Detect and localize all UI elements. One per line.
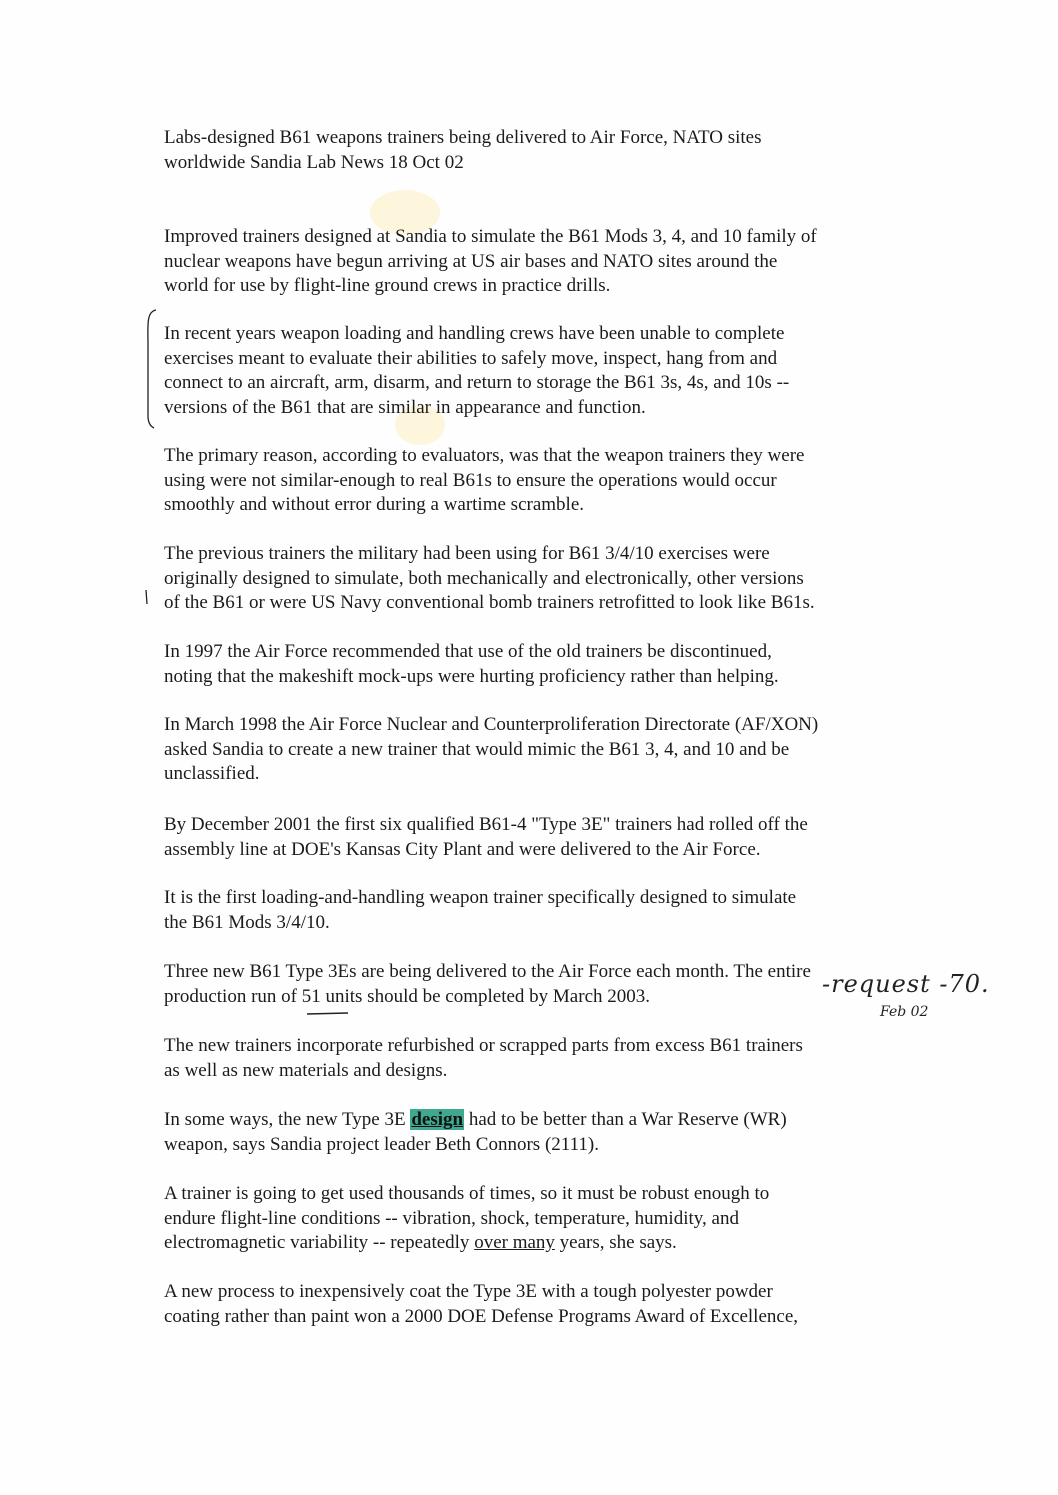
- handwritten-underline: [306, 1010, 350, 1018]
- text-line: smoothly and without error during a wartime scramble.: [164, 494, 585, 515]
- paragraph-primary-reason: [164, 444, 924, 518]
- text-line: exercises meant to evaluate their abilities to safely move, inspect, hang from and: [164, 347, 778, 369]
- text-line: A new process to inexpensively coat the Type 3E with a tough polyester powder: [164, 1281, 773, 1302]
- text-line: weapon, says Sandia project leader Beth Connors (2111).: [164, 1133, 599, 1155]
- handwritten-note-date: Feb 02: [880, 1004, 929, 1020]
- paragraph-recent-years: [164, 322, 924, 420]
- text-line: noting that the makeshift mock-ups were hurting proficiency rather than helping.: [164, 665, 779, 687]
- text-line: unclassified.: [164, 763, 260, 784]
- handwritten-underlined-text: over many: [474, 1232, 555, 1253]
- title-line-1: Labs-designed B61 weapons trainers being delivered to Air Force, NATO sites: [164, 127, 762, 148]
- document-title: [164, 126, 924, 175]
- search-highlight: design: [411, 1109, 464, 1130]
- text-line: as well as new materials and designs.: [164, 1059, 448, 1081]
- paragraph-1997: [164, 640, 924, 689]
- paragraph-december-2001: [164, 813, 924, 862]
- title-line-2: worldwide Sandia Lab News 18 Oct 02: [164, 151, 464, 173]
- handwritten-margin-note: -request -70.: [822, 970, 990, 998]
- text-line: In 1997 the Air Force recommended that use of the old trainers be discontinued,: [164, 641, 772, 662]
- margin-tick-mark: [144, 588, 150, 608]
- text-line: By December 2001 the first six qualified B61-4 "Type 3E" trainers had rolled off the: [164, 814, 808, 835]
- text-line: Three new B61 Type 3Es are being delivered to the Air Force each month. The entire: [164, 961, 811, 982]
- text-line: In March 1998 the Air Force Nuclear and Counterproliferation Directorate (AF/XON): [164, 714, 819, 735]
- paragraph-new-trainers: [164, 1034, 924, 1083]
- paragraph-march-1998: [164, 713, 924, 787]
- text-line: coating rather than paint won a 2000 DOE Defense Programs Award of Excellence,: [164, 1305, 799, 1327]
- paragraph-robust: [164, 1182, 924, 1256]
- text-line: connect to an aircraft, arm, disarm, and return to storage the B61 3s, 4s, and 10s --: [164, 372, 790, 393]
- text-line: world for use by flight-line ground crews in practice drills.: [164, 275, 611, 296]
- text-line: of the B61 or were US Navy conventional bomb trainers retrofitted to look like B61s.: [164, 592, 815, 613]
- text-line: assembly line at DOE's Kansas City Plant and were delivered to the Air Force.: [164, 838, 761, 860]
- text-line: It is the first loading-and-handling weapon trainer specifically designed to simulate: [164, 887, 797, 908]
- text-line: originally designed to simulate, both mechanically and electronically, other versions: [164, 567, 804, 589]
- text-line: [164, 1231, 924, 1256]
- text-line: using were not similar-enough to real B61s to ensure the operations would occur: [164, 469, 777, 491]
- design-after-text: had to be better than a War Reserve (WR): [464, 1109, 787, 1130]
- handwritten-bracket: [140, 306, 160, 430]
- design-before-text: In some ways, the new Type 3E: [164, 1109, 411, 1130]
- text-line: endure flight-line conditions -- vibration, shock, temperature, humidity, and: [164, 1207, 739, 1229]
- paragraph-intro: [164, 225, 924, 299]
- paragraph-delivery-rate: [164, 960, 924, 1009]
- text-line: [164, 1108, 924, 1133]
- robust-before-text: electromagnetic variability -- repeatedly: [164, 1232, 475, 1253]
- text-line: production run of 51 units should be completed by March 2003.: [164, 985, 651, 1007]
- text-line: The new trainers incorporate refurbished or scrapped parts from excess B61 trainers: [164, 1035, 803, 1056]
- paragraph-first-trainer: [164, 886, 924, 935]
- text-line: A trainer is going to get used thousands of times, so it must be robust enough to: [164, 1183, 770, 1204]
- paragraph-coating: [164, 1280, 924, 1329]
- text-line: In recent years weapon loading and handling crews have been unable to complete: [164, 323, 785, 344]
- text-line: The primary reason, according to evaluators, was that the weapon trainers they were: [164, 445, 805, 466]
- robust-after-text: years, she says.: [554, 1232, 677, 1253]
- paragraph-previous-trainers: [164, 542, 924, 616]
- text-line: nuclear weapons have begun arriving at US air bases and NATO sites around the: [164, 250, 778, 272]
- text-line: the B61 Mods 3/4/10.: [164, 911, 330, 933]
- text-line: asked Sandia to create a new trainer that would mimic the B61 3, 4, and 10 and be: [164, 738, 790, 760]
- text-line: versions of the B61 that are similar in appearance and function.: [164, 396, 646, 418]
- paragraph-design: [164, 1108, 924, 1157]
- text-line: Improved trainers designed at Sandia to simulate the B61 Mods 3, 4, and 10 family of: [164, 226, 817, 247]
- text-line: The previous trainers the military had been using for B61 3/4/10 exercises were: [164, 543, 770, 564]
